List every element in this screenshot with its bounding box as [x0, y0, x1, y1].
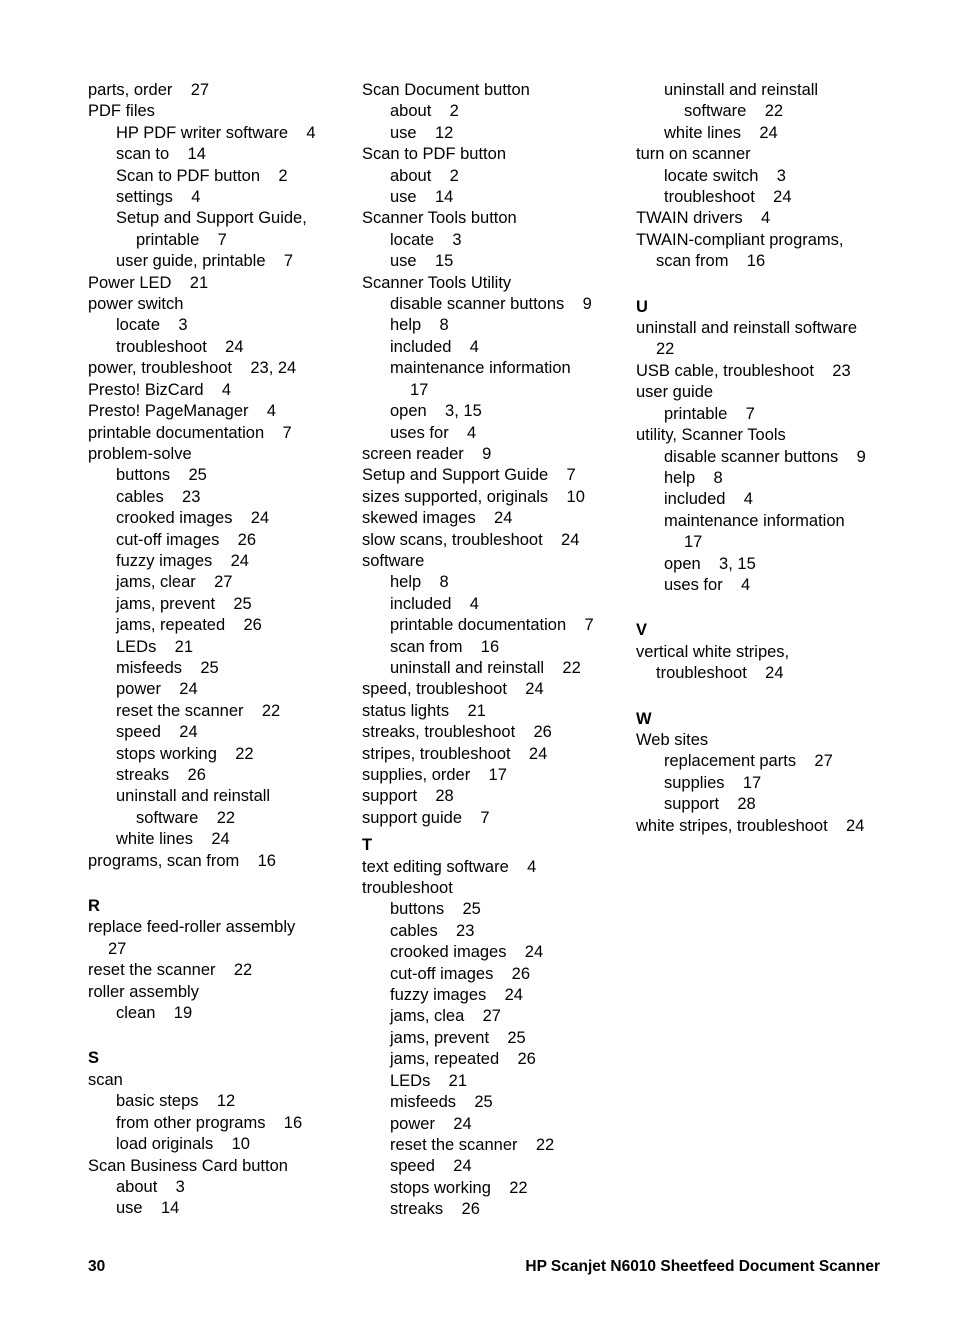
index-subentry: replacement parts 27 — [664, 752, 833, 771]
index-subentry: use 15 — [390, 252, 454, 271]
index-subentry: printable 7 — [664, 404, 755, 423]
index-subentry: open 3, 15 — [390, 402, 482, 421]
index-entry: Scan Document button — [362, 81, 530, 99]
index-entry: Web sites — [636, 730, 709, 749]
index-letter-heading: R — [88, 897, 100, 916]
index-entry: vertical white stripes, — [636, 642, 790, 661]
index-entry: skewed images 24 — [362, 509, 513, 528]
index-entry: power, troubleshoot 23, 24 — [88, 359, 297, 378]
index-entry: turn on scanner — [636, 145, 751, 164]
index-entry: stripes, troubleshoot 24 — [362, 744, 548, 763]
index-subentry: about 3 — [116, 1177, 185, 1196]
index-subentry: jams, clea 27 — [390, 1007, 501, 1026]
index-entry: troubleshoot — [362, 879, 453, 898]
index-subentry: 17 — [410, 380, 429, 399]
index-subentry: about 2 — [390, 102, 459, 121]
index-subentry: maintenance information — [664, 511, 845, 530]
index-subentry: fuzzy images 24 — [390, 986, 523, 1005]
index-subentry: uninstall and reinstall 22 — [390, 658, 581, 677]
index-entry: problem-solve — [88, 444, 192, 463]
index-entry: Setup and Support Guide 7 — [362, 466, 576, 485]
index-subentry: stops working 22 — [390, 1178, 528, 1197]
index-subentry: speed 24 — [116, 723, 198, 742]
index-subentry: stops working 22 — [116, 744, 254, 763]
index-entry: Scanner Tools button — [362, 209, 517, 228]
index-subentry: basic steps 12 — [116, 1092, 236, 1111]
index-subentry: locate switch 3 — [664, 166, 786, 185]
index-subentry: buttons 25 — [116, 466, 207, 485]
index-subentry: LEDs 21 — [116, 637, 194, 656]
index-entry: TWAIN-compliant programs, — [636, 230, 844, 249]
index-subentry: troubleshoot 24 — [664, 188, 792, 207]
index-entry: speed, troubleshoot 24 — [362, 680, 544, 699]
index-subentry: included 4 — [390, 337, 479, 356]
index-subentry: help 8 — [664, 468, 723, 487]
index-subentry: settings 4 — [116, 188, 201, 207]
index-subentry: cables 23 — [116, 487, 201, 506]
index-subentry: use 14 — [116, 1199, 180, 1218]
index-entry: replace feed-roller assembly — [88, 918, 296, 937]
index-subentry: help 8 — [390, 573, 449, 592]
index-subentry: use 12 — [390, 123, 454, 142]
index-subentry: jams, repeated 26 — [390, 1050, 536, 1069]
index-entry: Scanner Tools Utility — [362, 273, 512, 292]
index-entry: Scan Business Card button — [88, 1156, 288, 1175]
index-subentry: reset the scanner 22 — [116, 701, 281, 720]
index-entry: uninstall and reinstall software — [636, 319, 858, 338]
index-subentry: crooked images 24 — [116, 509, 270, 528]
index-letter-heading: V — [636, 621, 648, 640]
index-subentry: LEDs 21 — [390, 1071, 468, 1090]
index-entry: text editing software 4 — [362, 857, 537, 876]
index-entry: streaks, troubleshoot 26 — [362, 723, 552, 742]
index-subentry: about 2 — [390, 166, 459, 185]
index-subentry: printable 7 — [136, 230, 227, 249]
index-subentry: buttons 25 — [390, 900, 481, 919]
index-subentry: included 4 — [664, 490, 753, 509]
index-letter-heading: U — [636, 297, 648, 316]
index-subentry: HP PDF writer software 4 — [116, 123, 316, 142]
index-subentry: power 24 — [390, 1114, 472, 1133]
index-subentry: maintenance information — [390, 359, 571, 378]
index-subentry: crooked images 24 — [390, 943, 544, 962]
index-subentry: open 3, 15 — [664, 554, 756, 573]
index-entry: software — [362, 551, 425, 570]
index-subentry: cut-off images 26 — [390, 964, 531, 983]
index-subentry: software 22 — [684, 102, 784, 121]
index-subentry: disable scanner buttons 9 — [390, 295, 592, 314]
index-entry: Power LED 21 — [88, 273, 209, 292]
index-subentry: included 4 — [390, 594, 479, 613]
index-column-3 — [636, 80, 886, 837]
index-subentry: misfeeds 25 — [390, 1093, 493, 1112]
index-entry: Presto! PageManager 4 — [88, 402, 277, 421]
index-entry: USB cable, troubleshoot 23 — [636, 361, 851, 380]
index-letter-heading: W — [636, 709, 652, 728]
index-entry: parts, order 27 — [88, 81, 210, 99]
index-entry: roller assembly — [88, 982, 199, 1001]
index-subentry: jams, clear 27 — [116, 573, 233, 592]
index-subentry: jams, prevent 25 — [390, 1028, 526, 1047]
index-entry: slow scans, troubleshoot 24 — [362, 530, 580, 549]
index-entry: support guide 7 — [362, 808, 490, 827]
index-subentry: troubleshoot 24 — [116, 337, 244, 356]
index-column-2 — [362, 80, 632, 1221]
index-entry: status lights 21 — [362, 701, 486, 720]
index-entry: supplies, order 17 — [362, 766, 507, 784]
index-subentry: power 24 — [116, 680, 198, 699]
index-entry: sizes supported, originals 10 — [362, 487, 585, 506]
index-entry: utility, Scanner Tools — [636, 426, 786, 445]
index-letter-heading: S — [88, 1049, 100, 1068]
index-subentry: 17 — [684, 533, 703, 552]
index-subentry: 22 — [656, 340, 675, 359]
index-subentry: from other programs 16 — [116, 1113, 303, 1132]
index-subentry: cut-off images 26 — [116, 530, 257, 549]
index-letter-heading: T — [362, 836, 373, 855]
index-subentry: support 28 — [664, 795, 756, 814]
index-entry: user guide — [636, 383, 714, 402]
index-entry: programs, scan from 16 — [88, 851, 276, 870]
index-subentry: fuzzy images 24 — [116, 551, 249, 570]
index-subentry: streaks 26 — [390, 1200, 480, 1219]
index-subentry: user guide, printable 7 — [116, 252, 294, 271]
index-subentry: white lines 24 — [664, 123, 778, 142]
index-entry: screen reader 9 — [362, 444, 492, 463]
index-entry: support 28 — [362, 787, 454, 806]
index-subentry: misfeeds 25 — [116, 658, 219, 677]
index-subentry: jams, prevent 25 — [116, 594, 252, 613]
index-subentry: uninstall and reinstall — [664, 81, 819, 99]
index-subentry: disable scanner buttons 9 — [664, 447, 866, 466]
index-subentry: help 8 — [390, 316, 449, 335]
index-subentry: white lines 24 — [116, 830, 230, 849]
page-number: 30 — [88, 1258, 106, 1275]
index-subentry: use 14 — [390, 188, 454, 207]
index-subentry: cables 23 — [390, 921, 475, 940]
index-subentry: load originals 10 — [116, 1135, 250, 1154]
index-entry: Presto! BizCard 4 — [88, 380, 232, 399]
index-subentry: uninstall and reinstall — [116, 787, 271, 806]
index-subentry: supplies 17 — [664, 773, 762, 792]
index-entry: reset the scanner 22 — [88, 961, 253, 980]
index-entry: scan — [88, 1070, 123, 1089]
footer-title: HP Scanjet N6010 Sheetfeed Document Scanner — [525, 1258, 880, 1275]
index-subentry: software 22 — [136, 808, 236, 827]
index-subentry: jams, repeated 26 — [116, 616, 262, 635]
index-entry: power switch — [88, 295, 184, 314]
index-subentry: Scan to PDF button 2 — [116, 166, 288, 185]
index-subentry: troubleshoot 24 — [656, 664, 784, 683]
index-subentry: reset the scanner 22 — [390, 1135, 555, 1154]
index-column-1 — [88, 80, 358, 1220]
index-subentry: printable documentation 7 — [390, 616, 594, 635]
index-subentry: uses for 4 — [390, 423, 477, 442]
index-entry: PDF files — [88, 102, 155, 121]
index-subentry: 27 — [108, 939, 127, 958]
index-subentry: clean 19 — [116, 1004, 193, 1023]
index-subentry: Setup and Support Guide, — [116, 209, 307, 228]
index-entry: Scan to PDF button — [362, 145, 506, 164]
index-subentry: locate 3 — [116, 316, 188, 335]
index-subentry: locate 3 — [390, 230, 462, 249]
index-subentry: scan from 16 — [390, 637, 500, 656]
index-subentry: scan from 16 — [656, 252, 766, 271]
index-entry: TWAIN drivers 4 — [636, 209, 771, 228]
index-subentry: scan to 14 — [116, 145, 206, 164]
index-subentry: speed 24 — [390, 1157, 472, 1176]
index-entry: white stripes, troubleshoot 24 — [636, 816, 865, 835]
index-subentry: streaks 26 — [116, 766, 206, 784]
index-entry: printable documentation 7 — [88, 423, 292, 442]
index-subentry: uses for 4 — [664, 575, 751, 594]
